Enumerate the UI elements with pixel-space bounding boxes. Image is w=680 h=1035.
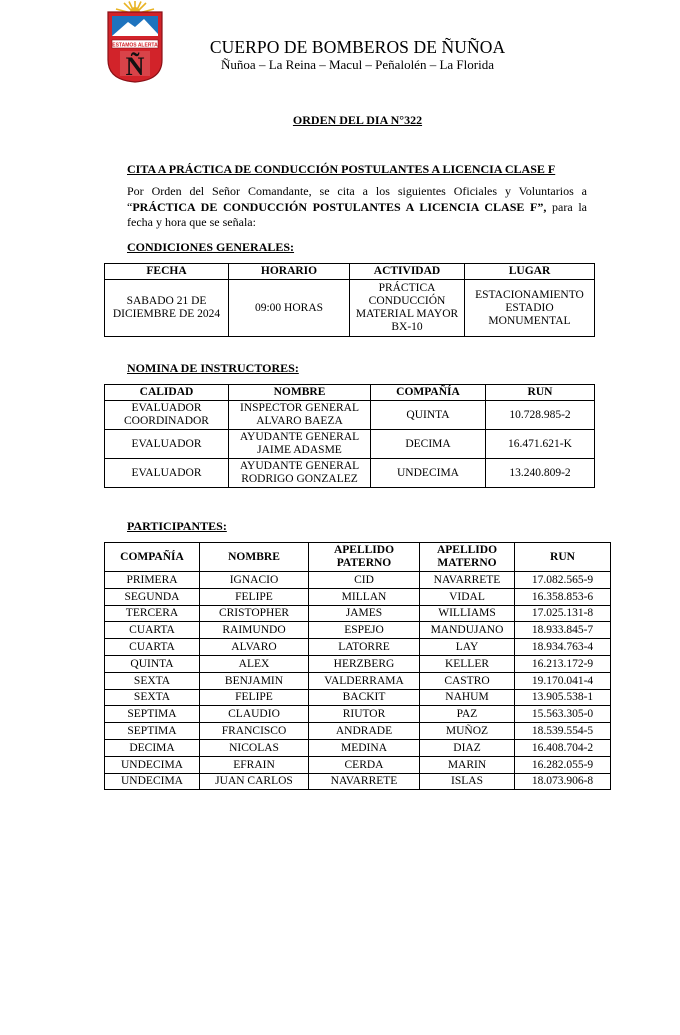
table-cell: VIDAL bbox=[420, 588, 515, 605]
table-cell: CLAUDIO bbox=[200, 706, 309, 723]
participants-table bbox=[104, 542, 611, 790]
table-cell: VALDERRAMA bbox=[309, 672, 420, 689]
table-cell: FELIPE bbox=[200, 588, 309, 605]
table-cell: 16.358.853-6 bbox=[515, 588, 611, 605]
column-header: HORARIO bbox=[229, 264, 350, 280]
table-cell: PRIMERA bbox=[105, 572, 200, 589]
table-header-row bbox=[105, 543, 611, 572]
table-cell: 13.240.809-2 bbox=[486, 459, 595, 488]
table-header-row bbox=[105, 385, 595, 401]
intro-text-bold: PRÁCTICA DE CONDUCCIÓN POSTULANTES A LICENCIA CLASE F”, bbox=[132, 199, 547, 214]
table-cell: QUINTA bbox=[105, 655, 200, 672]
table-cell: SEXTA bbox=[105, 689, 200, 706]
table-cell: IGNACIO bbox=[200, 572, 309, 589]
table-cell: NAHUM bbox=[420, 689, 515, 706]
table-cell: AYUDANTE GENERAL JAIME ADASME bbox=[229, 430, 371, 459]
table-cell: DECIMA bbox=[105, 739, 200, 756]
table-cell: 13.905.538-1 bbox=[515, 689, 611, 706]
table-row bbox=[105, 605, 611, 622]
table-cell: QUINTA bbox=[371, 401, 486, 430]
table-row bbox=[105, 572, 611, 589]
table-cell: HERZBERG bbox=[309, 655, 420, 672]
table-cell: INSPECTOR GENERAL ALVARO BAEZA bbox=[229, 401, 371, 430]
intro-text-end: para la fecha y hora que se señala: bbox=[127, 199, 588, 229]
table-row bbox=[105, 689, 611, 706]
table-cell: SEPTIMA bbox=[105, 706, 200, 723]
table-cell: SEGUNDA bbox=[105, 588, 200, 605]
column-header: RUN bbox=[515, 543, 611, 572]
table-cell: CASTRO bbox=[420, 672, 515, 689]
column-header: COMPAÑÍA bbox=[105, 543, 200, 572]
table-cell: EVALUADOR COORDINADOR bbox=[105, 401, 229, 430]
table-cell: 17.025.131-8 bbox=[515, 605, 611, 622]
participants-heading: PARTICIPANTES: bbox=[127, 519, 227, 533]
table-cell: MILLAN bbox=[309, 588, 420, 605]
table-cell: ISLAS bbox=[420, 773, 515, 790]
table-cell: 16.282.055-9 bbox=[515, 756, 611, 773]
place-cell: ESTACIONAMIENTO ESTADIO MONUMENTAL bbox=[465, 280, 595, 337]
logo-motto: ESTAMOS ALERTA bbox=[112, 42, 158, 49]
table-cell: 10.728.985-2 bbox=[486, 401, 595, 430]
order-title: ORDEN DEL DIA N°322 bbox=[292, 113, 423, 127]
column-header: APELLIDO MATERNO bbox=[420, 543, 515, 572]
conditions-table bbox=[104, 263, 595, 337]
table-cell: ANDRADE bbox=[309, 723, 420, 740]
table-cell: 17.082.565-9 bbox=[515, 572, 611, 589]
table-row bbox=[105, 739, 611, 756]
table-row bbox=[105, 773, 611, 790]
table-cell: LATORRE bbox=[309, 639, 420, 656]
table-cell: CERDA bbox=[309, 756, 420, 773]
table-row bbox=[105, 588, 611, 605]
table-cell: 16.408.704-2 bbox=[515, 739, 611, 756]
table-row bbox=[105, 655, 611, 672]
table-cell: 16.213.172-9 bbox=[515, 655, 611, 672]
table-cell: LAY bbox=[420, 639, 515, 656]
table-cell: UNDECIMA bbox=[105, 756, 200, 773]
table-cell: FRANCISCO bbox=[200, 723, 309, 740]
table-cell: TERCERA bbox=[105, 605, 200, 622]
table-row bbox=[105, 723, 611, 740]
table-cell: ALVARO bbox=[200, 639, 309, 656]
column-header: LUGAR bbox=[465, 264, 595, 280]
table-cell: ALEX bbox=[200, 655, 309, 672]
table-cell: 19.170.041-4 bbox=[515, 672, 611, 689]
table-cell: 18.539.554-5 bbox=[515, 723, 611, 740]
column-header: CALIDAD bbox=[105, 385, 229, 401]
instructors-table bbox=[104, 384, 595, 488]
table-cell: 18.933.845-7 bbox=[515, 622, 611, 639]
activity-cell: PRÁCTICA CONDUCCIÓN MATERIAL MAYOR BX-10 bbox=[350, 280, 465, 337]
intro-text-start: Por Orden del Señor Comandante, se cita a los siguientes Oficiales y Voluntarios a “ bbox=[127, 184, 587, 214]
table-cell: 16.471.621-K bbox=[486, 430, 595, 459]
table-cell: RIUTOR bbox=[309, 706, 420, 723]
date-cell: SABADO 21 DE DICIEMBRE DE 2024 bbox=[105, 280, 229, 337]
column-header: NOMBRE bbox=[200, 543, 309, 572]
table-row bbox=[105, 639, 611, 656]
table-cell: CUARTA bbox=[105, 639, 200, 656]
column-header: ACTIVIDAD bbox=[350, 264, 465, 280]
table-cell: JAMES bbox=[309, 605, 420, 622]
table-cell: ESPEJO bbox=[309, 622, 420, 639]
table-header-row bbox=[105, 264, 595, 280]
table-cell: MEDINA bbox=[309, 739, 420, 756]
table-cell: JUAN CARLOS bbox=[200, 773, 309, 790]
table-cell: WILLIAMS bbox=[420, 605, 515, 622]
table-row bbox=[105, 401, 595, 430]
table-cell: DIAZ bbox=[420, 739, 515, 756]
table-cell: 18.073.906-8 bbox=[515, 773, 611, 790]
table-cell: BENJAMIN bbox=[200, 672, 309, 689]
table-row bbox=[105, 672, 611, 689]
table-cell: PAZ bbox=[420, 706, 515, 723]
table-row bbox=[105, 280, 595, 337]
table-cell: UNDECIMA bbox=[105, 773, 200, 790]
table-cell: AYUDANTE GENERAL RODRIGO GONZALEZ bbox=[229, 459, 371, 488]
table-row bbox=[105, 430, 595, 459]
table-cell: DECIMA bbox=[371, 430, 486, 459]
table-row bbox=[105, 756, 611, 773]
table-cell: SEPTIMA bbox=[105, 723, 200, 740]
organization-name: CUERPO DE BOMBEROS DE ÑUÑOA bbox=[209, 37, 506, 57]
column-header: NOMBRE bbox=[229, 385, 371, 401]
column-header: COMPAÑÍA bbox=[371, 385, 486, 401]
table-cell: FELIPE bbox=[200, 689, 309, 706]
table-cell: MARIN bbox=[420, 756, 515, 773]
time-cell: 09:00 HORAS bbox=[229, 280, 350, 337]
table-cell: EVALUADOR bbox=[105, 459, 229, 488]
table-cell: NAVARRETE bbox=[309, 773, 420, 790]
table-cell: EVALUADOR bbox=[105, 430, 229, 459]
table-cell: NICOLAS bbox=[200, 739, 309, 756]
instructors-heading: NOMINA DE INSTRUCTORES: bbox=[127, 361, 299, 375]
table-row bbox=[105, 706, 611, 723]
organization-communes: Ñuñoa – La Reina – Macul – Peñalolén – La Florida bbox=[221, 57, 494, 72]
subject-heading: CITA A PRÁCTICA DE CONDUCCIÓN POSTULANTES A LICENCIA CLASE F bbox=[127, 162, 556, 176]
table-row bbox=[105, 459, 595, 488]
logo-letter: Ñ bbox=[125, 52, 145, 81]
table-cell: 18.934.763-4 bbox=[515, 639, 611, 656]
table-cell: EFRAIN bbox=[200, 756, 309, 773]
table-cell: RAIMUNDO bbox=[200, 622, 309, 639]
table-cell: CRISTOPHER bbox=[200, 605, 309, 622]
table-cell: BACKIT bbox=[309, 689, 420, 706]
table-cell: MANDUJANO bbox=[420, 622, 515, 639]
table-cell: KELLER bbox=[420, 655, 515, 672]
table-cell: 15.563.305-0 bbox=[515, 706, 611, 723]
table-cell: CUARTA bbox=[105, 622, 200, 639]
column-header: APELLIDO PATERNO bbox=[309, 543, 420, 572]
table-cell: SEXTA bbox=[105, 672, 200, 689]
table-cell: NAVARRETE bbox=[420, 572, 515, 589]
table-cell: MUÑOZ bbox=[420, 723, 515, 740]
table-cell: UNDECIMA bbox=[371, 459, 486, 488]
column-header: FECHA bbox=[105, 264, 229, 280]
column-header: RUN bbox=[486, 385, 595, 401]
conditions-heading: CONDICIONES GENERALES: bbox=[127, 240, 295, 254]
intro-paragraph bbox=[127, 184, 587, 231]
table-cell: CID bbox=[309, 572, 420, 589]
table-row bbox=[105, 622, 611, 639]
